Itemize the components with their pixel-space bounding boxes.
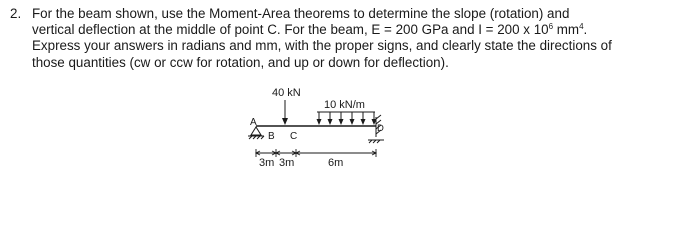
problem-line-2-text: vertical deflection at the middle of point C. For the beam, E = 200 GPa and I = 200 x 10	[32, 22, 549, 38]
inertia-exponent: 6	[548, 22, 554, 32]
point-label-c: C	[290, 131, 298, 142]
dimension-label-ab: 3m	[259, 157, 275, 169]
dimension-label-cd: 6m	[328, 157, 344, 169]
point-label-b: B	[268, 131, 275, 142]
inertia-unit: mm	[553, 22, 580, 38]
point-load-arrow	[282, 100, 288, 125]
unit-exponent: 4	[579, 22, 584, 32]
problem-line-1: For the beam shown, use the Moment-Area theorems to determine the slope (rotation) and	[32, 6, 570, 21]
distributed-load-arrows	[317, 112, 377, 125]
distributed-load-label: 10 kN/m	[324, 99, 365, 111]
point-load-label: 40 kN	[272, 87, 301, 99]
problem-number: 2.	[10, 6, 22, 21]
pin-support-icon	[248, 127, 264, 139]
dimension-line	[256, 149, 376, 157]
problem-line-4: those quantities (cw or ccw for rotation, and up or down for deflection).	[32, 54, 449, 70]
point-label-d: D	[377, 123, 384, 134]
unit-suffix: .	[583, 22, 588, 38]
problem-line-3: Express your answers in radians and mm, with the proper signs, and clearly state the directions of	[32, 38, 612, 54]
point-label-a: A	[250, 117, 257, 128]
dimension-label-bc: 3m	[279, 157, 295, 169]
